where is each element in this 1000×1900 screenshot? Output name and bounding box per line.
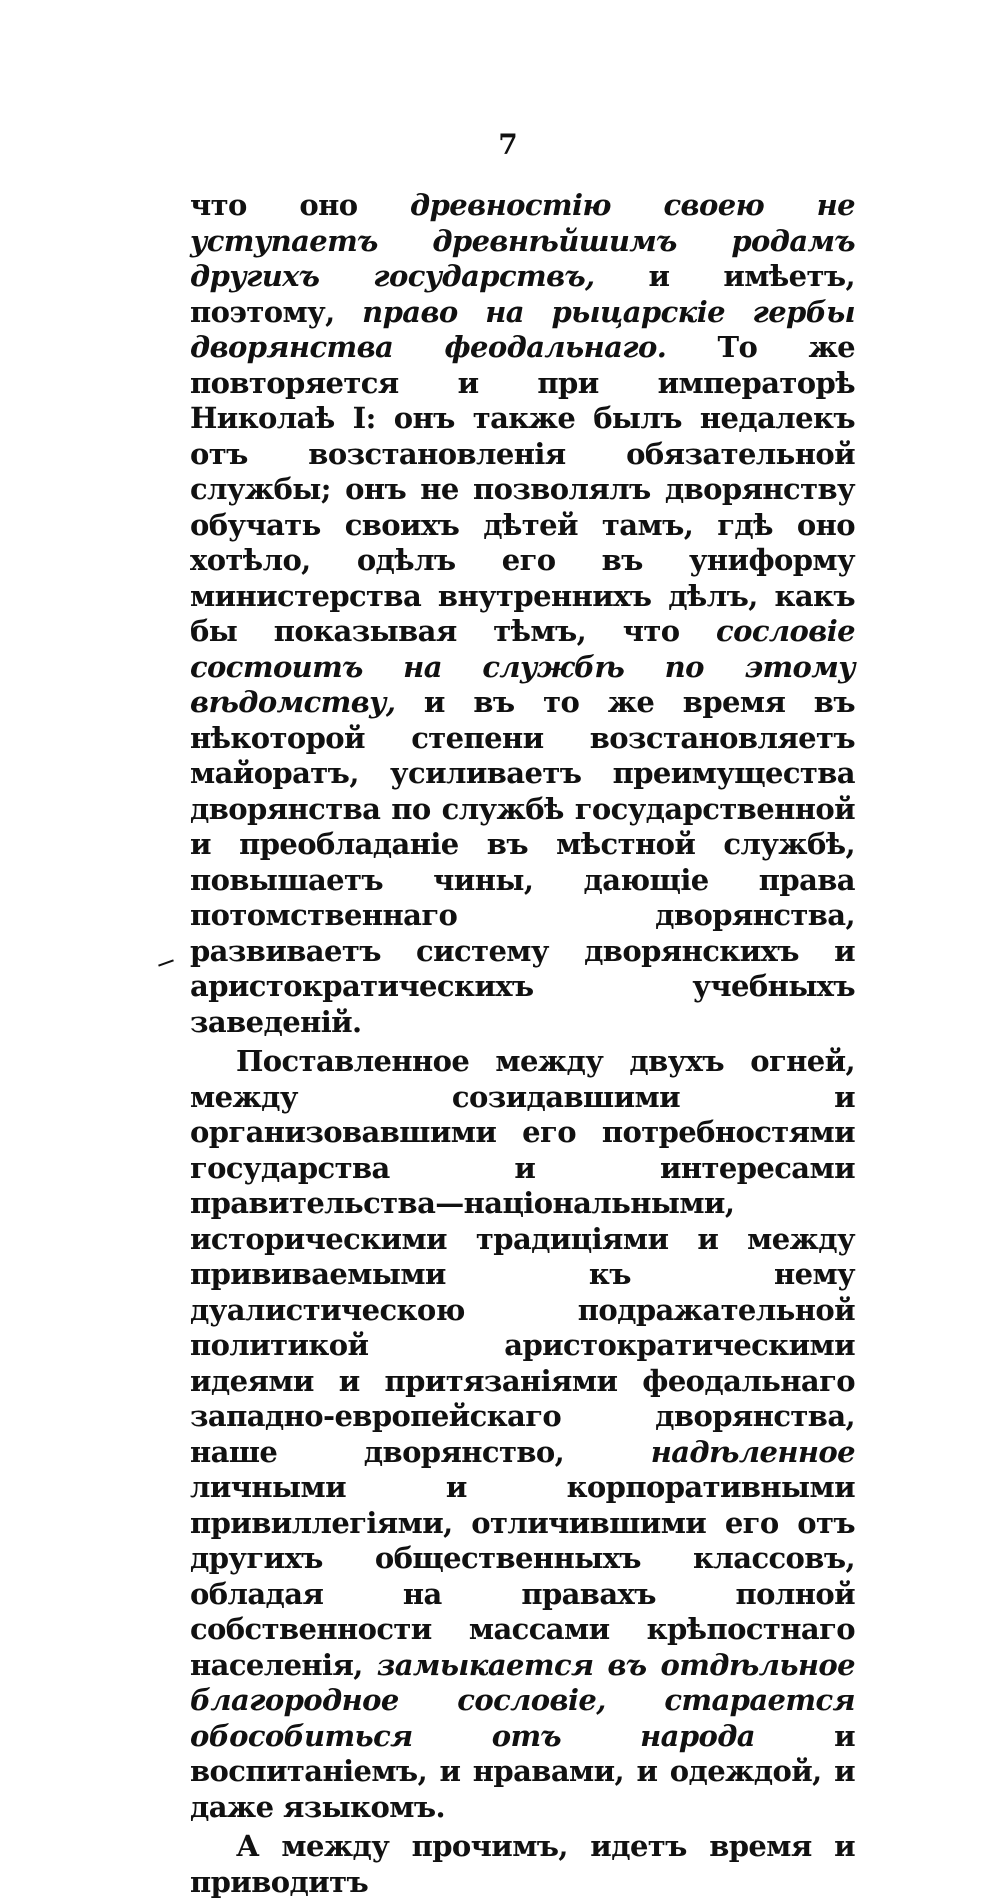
paragraph-3 <box>190 1829 855 1900</box>
text-run: и имѣетъ, поэтому, <box>190 259 855 329</box>
paragraph-2 <box>190 1044 855 1825</box>
text-run: Поставленное между двухъ огней, между созидавшими и организовавшими его потребностями государства и интересами правительства—національными, историческими традиціями и между прививаемыми къ нему дуалистическою подражательной политикой аристократическими идеями и притязаніями феодальнаго западно-европейскаго дворянства, наше дворянство, <box>190 1044 855 1469</box>
text-run: и въ то же время въ нѣкоторой степени возстановляетъ майоратъ, усиливаетъ преимущества дворянства по службѣ государственной и преобладаніе въ мѣстной службѣ, повышаетъ чины, дающіе права потомственнаго дворянства, развиваетъ систему дворянскихъ и аристократическихъ учебныхъ заведеній. <box>190 685 855 1039</box>
italic-run: древностію своею не уступаетъ древнѣйшимъ родамъ другихъ государствъ, <box>190 188 855 293</box>
text-run: и воспитаніемъ, и нравами, и одеждой, и даже языкомъ. <box>190 1718 855 1824</box>
italic-run: надѣленное <box>650 1434 855 1469</box>
body-text <box>190 188 855 1900</box>
paragraph-1 <box>190 188 855 1040</box>
text-run <box>606 1683 665 1717</box>
text-run: что оно <box>190 188 411 222</box>
text-run: А между прочимъ, идетъ время и приводитъ <box>190 1829 855 1899</box>
margin-pencil-mark <box>158 959 174 966</box>
italic-run: замыкается въ отдѣльное благородное сословіе, <box>190 1647 855 1717</box>
text-run: То же повторяется и при императорѣ Николаѣ I: онъ также былъ недалекъ отъ возстановленія обязательной службы; онъ не позволялъ дворянству обучать своихъ дѣтей тамъ, гдѣ оно хотѣло, одѣлъ его въ униформу министерства внутреннихъ дѣлъ, какъ бы показывая тѣмъ, что <box>190 330 856 648</box>
text-run: личными и корпоративными привиллегіями, отличившими его отъ другихъ общественныхъ классовъ, обладая на правахъ полной собственности массами крѣпостнаго населенія, <box>190 1470 855 1682</box>
italic-run: старается обособиться отъ народа <box>190 1683 856 1753</box>
italic-run: сословіе состоитъ на службѣ по этому вѣдомству, <box>190 614 855 719</box>
italic-run: право на рыцарскіе гербы дворянства феодальнаго. <box>190 294 855 364</box>
page-number: 7 <box>498 128 518 161</box>
